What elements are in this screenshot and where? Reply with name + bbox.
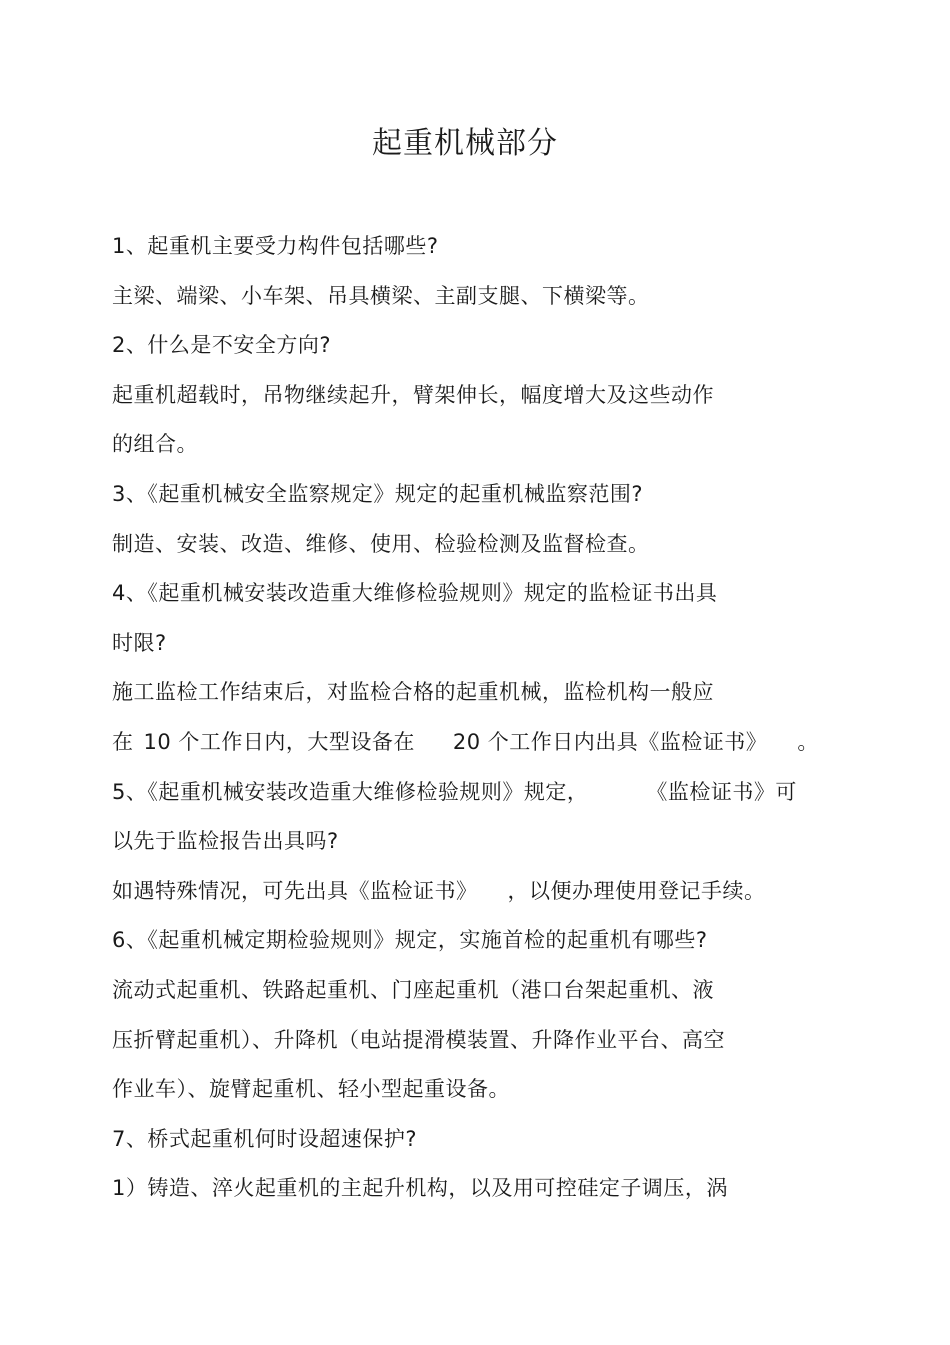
document-body <box>112 222 842 1214</box>
answer-4-line-2 <box>112 718 842 768</box>
question-6: 6、《起重机械定期检验规则》规定，实施首检的起重机有哪些? <box>112 928 708 953</box>
answer-6-line-2: 压折臂起重机）、升降机（电站提滑模装置、升降作业平台、高空 <box>112 1027 725 1052</box>
question-3: 3、《起重机械安全监察规定》规定的起重机械监察范围? <box>112 481 644 506</box>
question-4-line-2: 时限? <box>112 630 167 655</box>
answer-3: 制造、安装、改造、维修、使用、检验检测及监督检查。 <box>112 531 650 556</box>
answer-4-seg-d: 。 <box>797 729 819 754</box>
answer-2-line-2: 的组合。 <box>112 432 198 457</box>
answer-6-line-3: 作业车）、旋臂起重机、轻小型起重设备。 <box>112 1077 510 1102</box>
question-2: 2、什么是不安全方向? <box>112 333 332 358</box>
answer-2-line-1: 起重机超载时，吊物继续起升，臂架伸长，幅度增大及这些动作 <box>112 382 714 407</box>
answer-4-line-1: 施工监检工作结束后，对监检合格的起重机械，监检机构一般应 <box>112 680 714 705</box>
page-title: 起重机械部分 <box>372 126 558 161</box>
answer-4-seg-b: 10 个工作日内，大型设备在 <box>143 729 415 754</box>
question-7: 7、桥式起重机何时设超速保护? <box>112 1126 418 1151</box>
answer-5 <box>112 867 842 917</box>
answer-1: 主梁、端梁、小车架、吊具横梁、主副支腿、下横梁等。 <box>112 283 650 308</box>
question-5-seg-a: 5、《起重机械安装改造重大维修检验规则》规定， <box>112 779 589 804</box>
question-4-line-1: 4、《起重机械安装改造重大维修检验规则》规定的监检证书出具 <box>112 581 718 606</box>
question-1: 1、起重机主要受力构件包括哪些? <box>112 234 439 258</box>
answer-6-line-1: 流动式起重机、铁路起重机、门座起重机（港口台架起重机、液 <box>112 977 714 1002</box>
answer-4-seg-c: 20 个工作日内出具《监检证书》 <box>452 729 768 754</box>
answer-5-seg-a: 如遇特殊情况，可先出具《监检证书》 <box>112 878 478 903</box>
answer-5-seg-b: ，以便办理使用登记手续。 <box>507 878 766 903</box>
question-5-line-2: 以先于监检报告出具吗? <box>112 829 339 854</box>
question-5-seg-b: 《监检证书》可 <box>646 779 797 804</box>
answer-4-seg-a: 在 <box>112 729 134 754</box>
answer-7-line-1: 1）铸造、淬火起重机的主起升机构，以及用可控硅定子调压，涡 <box>112 1176 728 1201</box>
question-5-line-1 <box>112 768 842 818</box>
